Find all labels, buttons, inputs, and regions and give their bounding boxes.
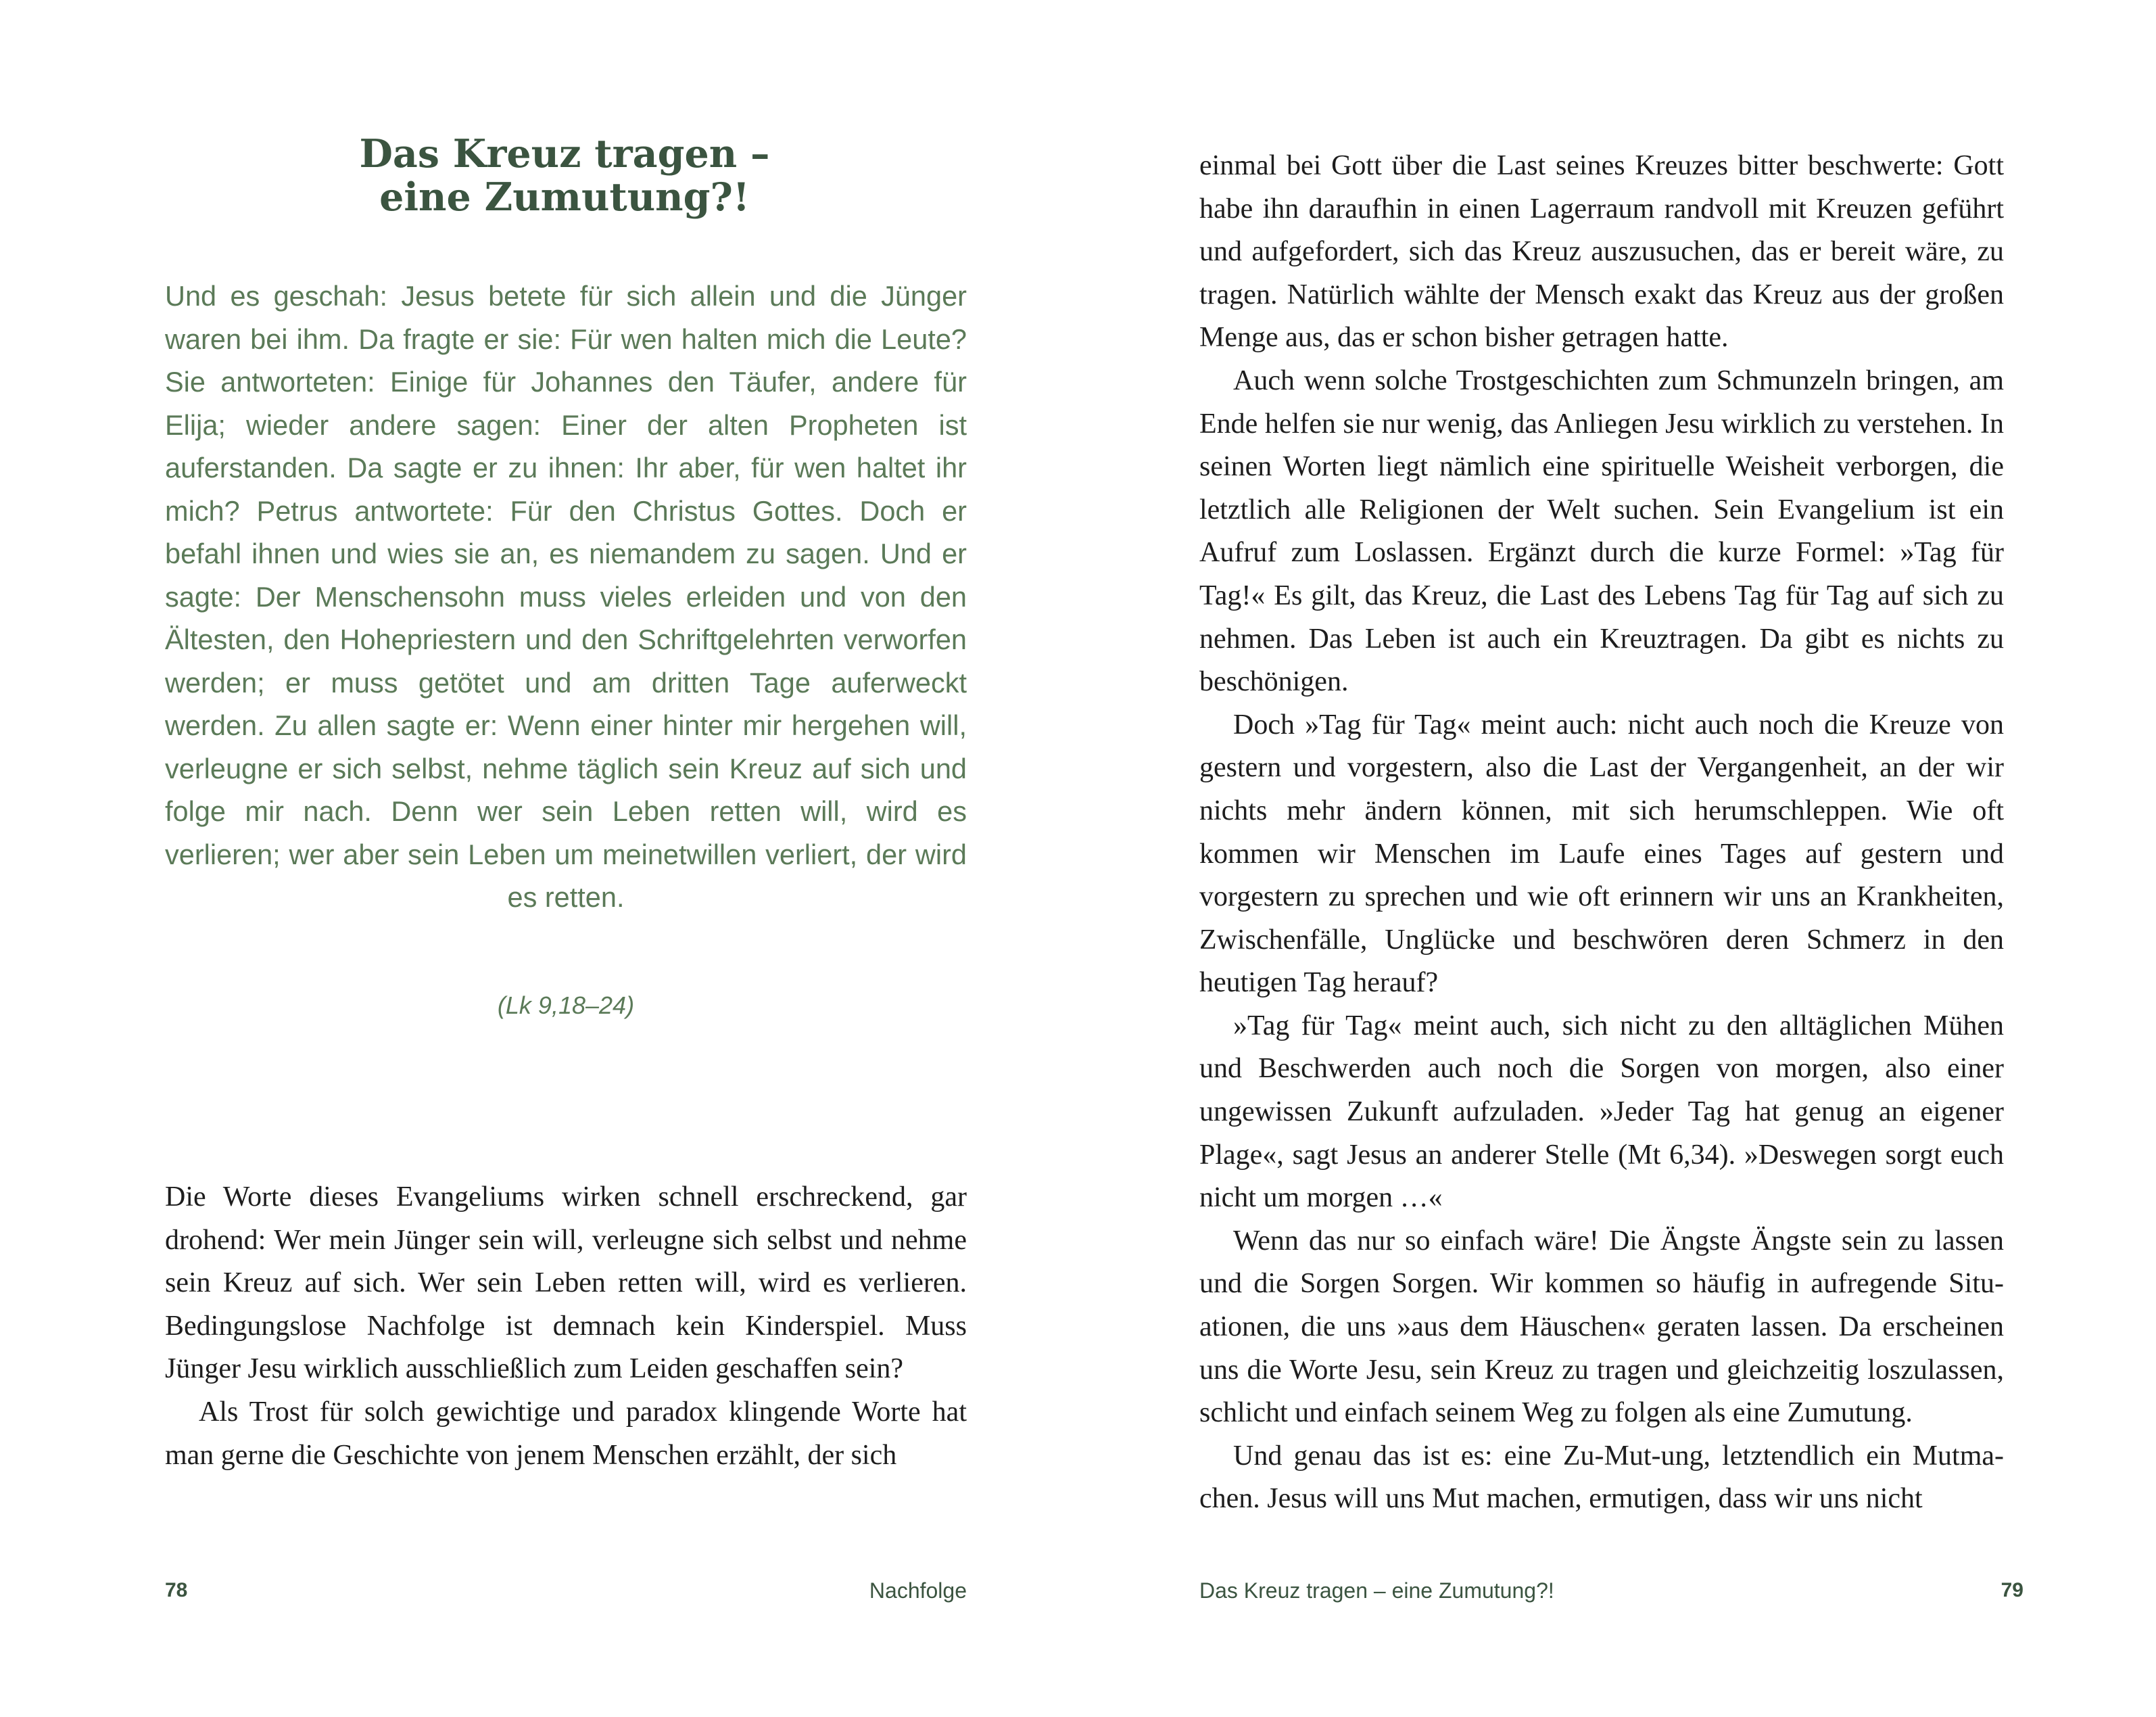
right-page: [1078, 0, 2156, 1717]
chapter-title: [162, 133, 967, 219]
bible-quote: Und es geschah: Jesus betete für sich allein und die Jünger waren bei ihm. Da fragte er sie: Für wen halten mich die Leute? Sie antworteten: Einige für Johannes den Täufer, andere für Elija; wieder andere sagen: Einer der alten Propheten ist auferstanden. Da sagte er zu ihnen: Ihr aber, für wen haltet ihr mich? Petrus antwortete: Für den Christus Gottes. Doch er befahl ihnen und wies sie an, es niemandem zu sagen. Und er sagte: Der Menschensohn muss vieles erleiden und von den Ältesten, den Hohepriestern und den Schriftgelehrten verworfen werden; er muss getötet und am dritten Tage auferweckt werden. Zu allen sagte er: Wenn einer hinter mir hergehen will, verleugne er sich selbst, nehme täglich sein Kreuz auf sich und folge mir nach. Denn wer sein Leben retten will, wird es verlieren; wer aber sein Leben um meinetwillen verliert, der wird es retten.: [165, 280, 967, 913]
paragraph: »Tag für Tag« meint auch, sich nicht zu den alltäglichen Mühen und Beschwerden auch noch die Sorgen von morgen, also einer ungewissen Zukunft aufzuladen. »Jeder Tag hat genug an eigener Plage«, sagt Jesus an anderer Stelle (Mt 6,34). »Deswegen sorgt euch nicht um morgen …«: [1199, 1010, 2004, 1214]
paragraph: Die Worte dieses Evangeliums wirken schnell erschreckend, gar drohend: Wer mein Jünger sein will, verleugne sich selbst und nehme sein Kreuz auf sich. Wer sein Leben retten will, wird es verlieren. Bedingungslose Nachfolge ist demnach kein Kinderspiel. Muss Jünger Jesu wirklich ausschließlich zum Leiden geschaffen sein?: [165, 1181, 967, 1385]
running-head: Das Kreuz tragen – eine Zumutung?!: [1199, 1578, 1554, 1603]
paragraph: Und genau das ist es: eine Zu-Mut-ung, letztendlich ein Mutmachen. Jesus will uns Mut machen, ermutigen, dass wir uns nicht: [1199, 1440, 2004, 1515]
chapter-title-line-2: eine Zumutung?!: [379, 174, 750, 220]
bible-reference: (Lk 9,18–24): [497, 991, 635, 1019]
paragraph: Doch »Tag für Tag« meint auch: nicht auch noch die Kreuze von gestern und vorgestern, also die Last der Vergangenheit, an der wir nichts mehr ändern können, mit sich herumschleppen. Wie oft kommen wir Menschen im Laufe eines Tages auf gestern und vorgestern zu sprechen und wie oft erinnern wir uns an Krankheiten, Zwischenfälle, Unglücke und beschwören deren Schmerz in den heutigen Tag herauf?: [1199, 709, 2004, 999]
chapter-title-line-1: Das Kreuz tragen –: [359, 131, 770, 177]
page-number: 79: [2001, 1579, 2023, 1601]
page-number: 78: [165, 1579, 188, 1601]
paragraph: Auch wenn solche Trostgeschichten zum Schmunzeln bringen, am Ende helfen sie nur wenig, das Anliegen Jesu wirklich zu verstehen. In seinen Worten liegt nämlich eine spirituelle Weisheit verborgen, die letztlich alle Religionen der Welt suchen. Sein Evangelium ist ein Aufruf zum Loslassen. Ergänzt durch die kurze Formel: »Tag für Tag!« Es gilt, das Kreuz, die Last des Lebens Tag für Tag auf sich zu nehmen. Das Leben ist auch ein Kreuztragen. Da gibt es nichts zu beschönigen.: [1199, 364, 2004, 698]
paragraph: Wenn das nur so einfach wäre! Die Ängste Ängste sein zu lassen und die Sorgen Sorgen. Wir kommen so häufig in aufregende Situationen, die uns »aus dem Häuschen« geraten lassen. Da erscheinen uns die Worte Jesu, sein Kreuz zu tragen und gleichzeitig loszulassen, schlicht und einfach seinem Weg zu folgen als eine Zumutung.: [1199, 1225, 2004, 1429]
left-body-text: [165, 1176, 967, 1477]
running-head: Nachfolge: [869, 1578, 967, 1603]
paragraph: einmal bei Gott über die Last seines Kreuzes bitter beschwerte: Gott habe ihn daraufhin in einen Lagerraum randvoll mit Kreuzen geführt und aufgefordert, sich das Kreuz auszusuchen, das er bereit wäre, zu tragen. Natürlich wählte der Mensch exakt das Kreuz aus der großen Menge aus, das er schon bisher getragen hatte.: [1199, 150, 2004, 354]
right-body-text: [1199, 145, 2004, 1521]
paragraph: Als Trost für solch gewichtige und paradox klingende Worte hat man gerne die Geschichte von jenem Menschen erzählt, der sich: [165, 1396, 967, 1471]
